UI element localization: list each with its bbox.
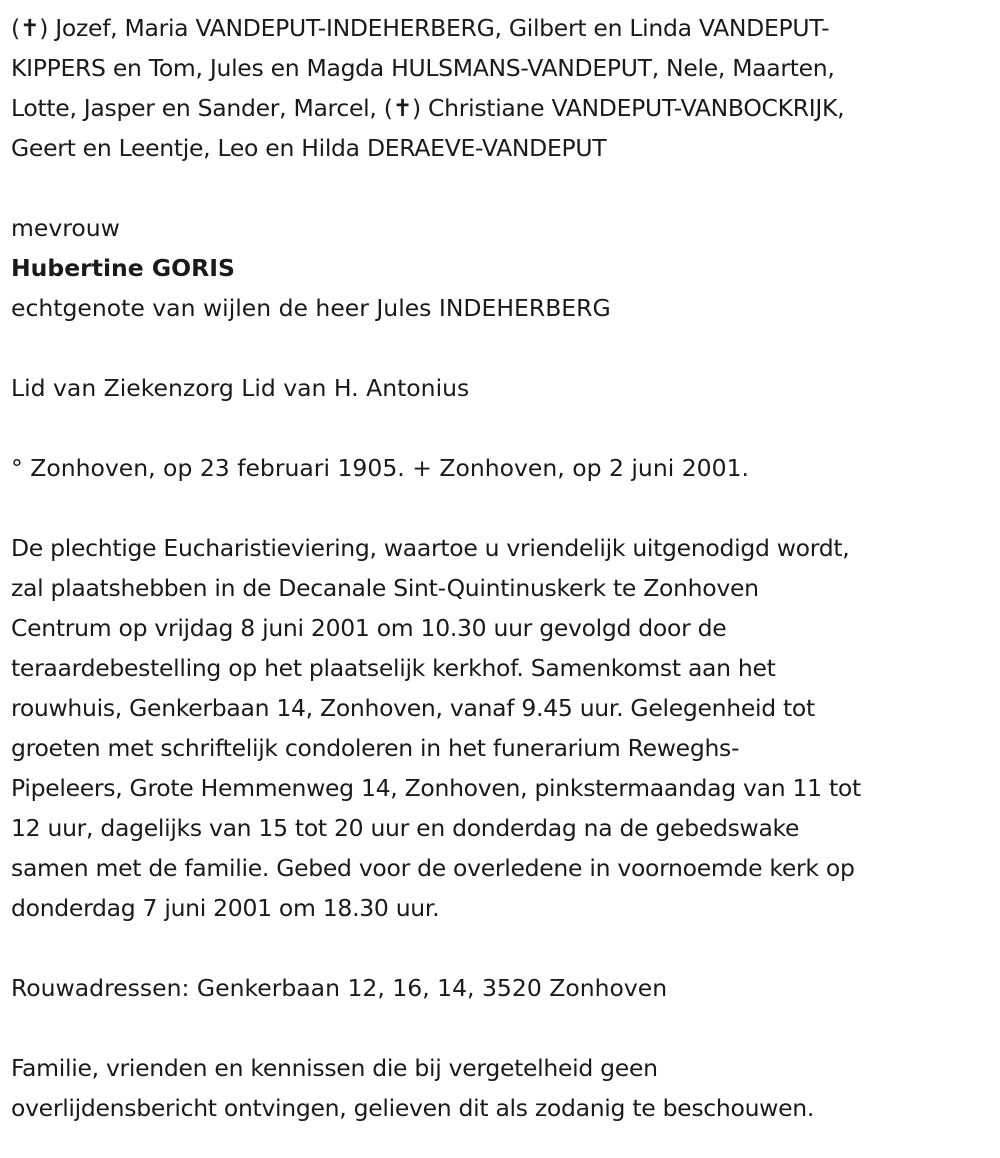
honorific: mevrouw [11,214,120,242]
spacer [11,488,996,528]
spacer [11,928,996,968]
ceremony-line: Pipeleers, Grote Hemmenweg 14, Zonhoven, pinkstermaandag van 11 tot [11,774,861,802]
birth-death-line: ° Zonhoven, op 23 februari 1905. + Zonhoven, op 2 juni 2001. [11,454,749,482]
family-line: Geert en Leentje, Leo en Hilda DERAEVE-VANDEPUT [11,134,607,162]
deceased-name: Hubertine GORIS [11,254,235,282]
family-line: (✝) Jozef, Maria VANDEPUT-INDEHERBERG, Gilbert en Linda VANDEPUT- [11,14,830,42]
spouse-line: echtgenote van wijlen de heer Jules INDEHERBERG [11,294,611,322]
spacer [11,1008,996,1048]
closing-line: overlijdensbericht ontvingen, gelieven dit als zodanig te beschouwen. [11,1094,815,1122]
ceremony-line: rouwhuis, Genkerbaan 14, Zonhoven, vanaf 9.45 uur. Gelegenheid tot [11,694,815,722]
ceremony-line: samen met de familie. Gebed voor de overledene in voornoemde kerk op [11,854,855,882]
ceremony-line: zal plaatshebben in de Decanale Sint-Quintinuskerk te Zonhoven [11,574,759,602]
ceremony-line: Centrum op vrijdag 8 juni 2001 om 10.30 uur gevolgd door de [11,614,727,642]
ceremony-line: donderdag 7 juni 2001 om 18.30 uur. [11,894,440,922]
ceremony-line: groeten met schriftelijk condoleren in het funerarium Reweghs- [11,734,740,762]
spacer [11,168,996,208]
obituary-notice [11,8,996,1128]
memberships: Lid van Ziekenzorg Lid van H. Antonius [11,374,470,402]
ceremony-line: 12 uur, dagelijks van 15 tot 20 uur en donderdag na de gebedswake [11,814,800,842]
closing-note [11,1048,996,1128]
spacer [11,408,996,448]
ceremony-details [11,528,996,928]
family-list [11,8,996,168]
closing-line: Familie, vrienden en kennissen die bij vergetelheid geen [11,1054,658,1082]
family-line: Lotte, Jasper en Sander, Marcel, (✝) Christiane VANDEPUT-VANBOCKRIJK, [11,94,845,122]
spacer [11,328,996,368]
ceremony-line: teraardebestelling op het plaatselijk kerkhof. Samenkomst aan het [11,654,776,682]
family-line: KIPPERS en Tom, Jules en Magda HULSMANS-VANDEPUT, Nele, Maarten, [11,54,835,82]
mourning-addresses: Rouwadressen: Genkerbaan 12, 16, 14, 3520 Zonhoven [11,974,668,1002]
ceremony-line: De plechtige Eucharistieviering, waartoe u vriendelijk uitgenodigd wordt, [11,534,850,562]
